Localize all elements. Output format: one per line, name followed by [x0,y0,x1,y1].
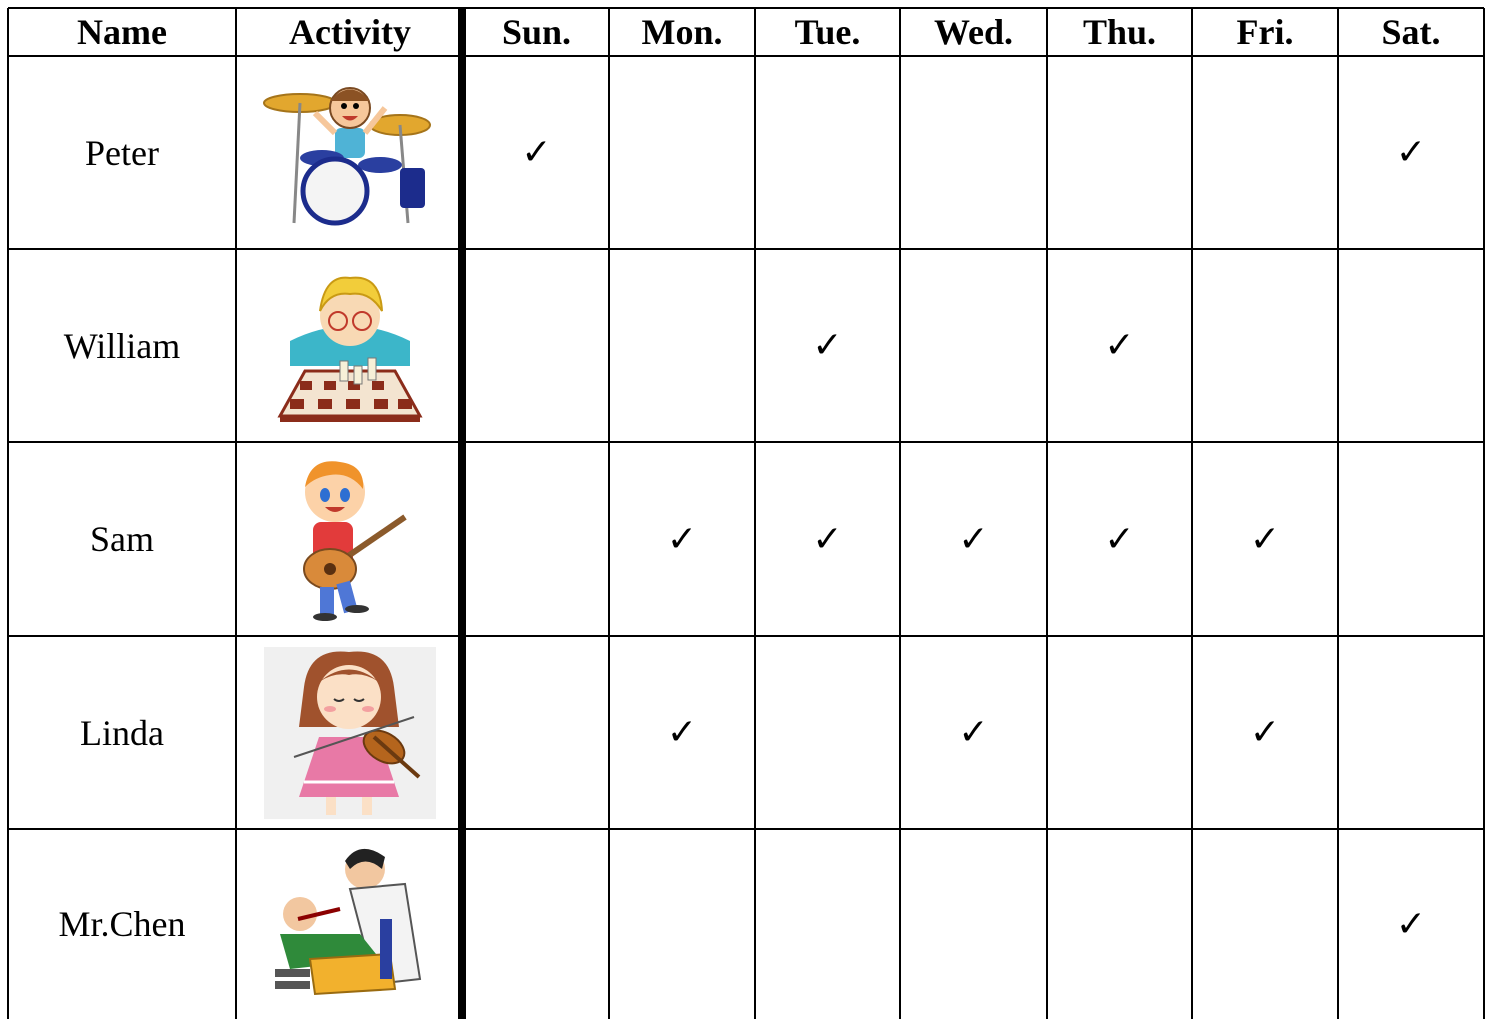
violin-player-icon [264,647,436,819]
day-cell-sat [1338,442,1484,636]
column-divider [7,8,9,1019]
day-cell-tue [755,56,900,249]
day-cell-sun [464,56,609,249]
activity-cell [236,442,464,636]
day-cell-tue [755,249,900,442]
column-divider [899,8,901,1019]
column-header-mon: Mon. [641,12,723,52]
activity-cell [236,249,464,442]
check-mark: ✓ [958,518,989,560]
header-separator-line [458,8,466,1019]
row-divider [8,7,1484,9]
row-divider [8,248,1484,250]
check-mark: ✓ [1249,712,1281,753]
day-cell-fri [1192,636,1338,829]
row-divider [8,55,1484,57]
day-cell-tue [755,442,900,636]
row-divider [8,828,1484,830]
day-cell-mon [609,829,755,1019]
day-cell-wed [900,56,1047,249]
column-header-thu: Thu. [1082,12,1157,52]
day-cell-fri [1192,829,1338,1019]
column-divider [608,8,610,1019]
column-divider [1337,8,1339,1019]
day-cell-sun [464,249,609,442]
column-header-name: Name [77,12,167,52]
day-cell-fri [1192,56,1338,249]
day-cell-sat [1338,56,1484,249]
name-cell: Mr.Chen [58,904,186,944]
check-mark: ✓ [1249,518,1281,560]
check-mark: ✓ [812,325,843,366]
day-cell-thu [1047,56,1192,249]
day-cell-thu [1047,442,1192,636]
column-header-wed: Wed. [933,12,1013,52]
day-cell-fri [1192,249,1338,442]
dentist-icon [270,839,430,1009]
column-header-activity: Activity [289,12,411,52]
name-cell: William [63,325,181,366]
check-mark: ✓ [1104,518,1135,560]
row-divider [8,635,1484,637]
activity-cell [236,829,464,1019]
check-mark: ✓ [1104,325,1135,366]
check-mark: ✓ [666,518,698,560]
day-cell-thu [1047,249,1192,442]
day-cell-sat [1338,829,1484,1019]
check-mark: ✓ [958,712,989,753]
check-mark: ✓ [666,712,698,753]
day-cell-fri [1192,442,1338,636]
drummer-icon [260,73,440,233]
guitar-player-icon [285,457,415,622]
day-cell-sun [464,636,609,829]
column-divider [754,8,756,1019]
check-mark: ✓ [1395,132,1427,173]
day-cell-mon [609,636,755,829]
column-divider [1191,8,1193,1019]
day-cell-thu [1047,636,1192,829]
day-cell-mon [609,249,755,442]
day-cell-sun [464,442,609,636]
day-cell-sat [1338,636,1484,829]
column-header-sat: Sat. [1381,12,1441,52]
day-cell-thu [1047,829,1192,1019]
day-cell-mon [609,56,755,249]
row-divider [8,441,1484,443]
column-divider [1483,8,1485,1019]
day-cell-wed [900,636,1047,829]
column-header-fri: Fri. [1236,12,1294,52]
column-header-sun: Sun. [501,12,572,52]
column-divider [235,8,237,1019]
day-cell-sat [1338,249,1484,442]
day-cell-mon [609,442,755,636]
day-cell-tue [755,636,900,829]
name-cell: Sam [89,519,154,559]
day-cell-wed [900,829,1047,1019]
day-cell-wed [900,442,1047,636]
day-cell-wed [900,249,1047,442]
day-cell-tue [755,829,900,1019]
name-cell: Linda [80,712,164,753]
check-mark: ✓ [812,518,843,560]
check-mark: ✓ [521,132,552,173]
activity-cell [236,636,464,829]
day-cell-sun [464,829,609,1019]
name-cell: Peter [85,132,159,173]
column-header-tue: Tue. [794,12,861,52]
chess-player-icon [270,266,430,426]
activity-cell [236,56,464,249]
check-mark: ✓ [1395,903,1427,945]
column-divider [1046,8,1048,1019]
